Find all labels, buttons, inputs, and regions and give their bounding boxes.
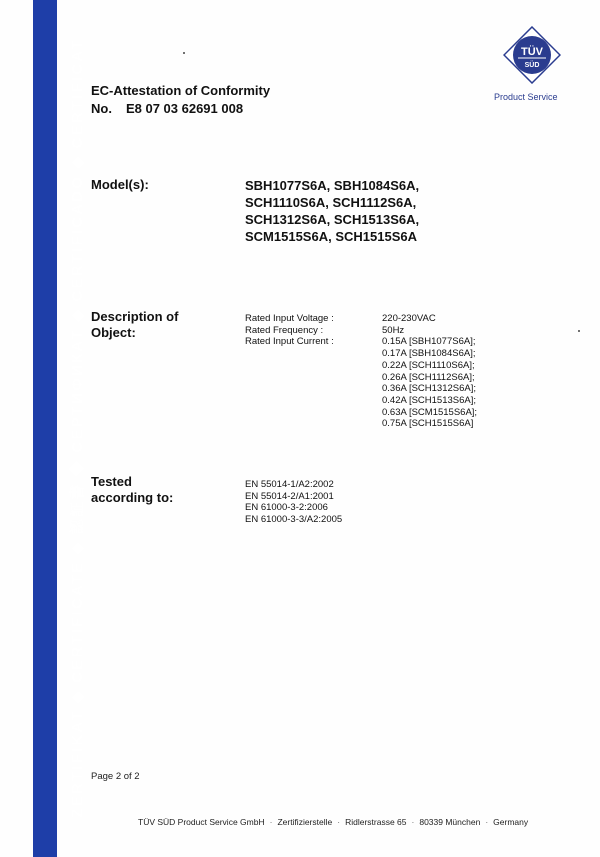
tested-label-line2: according to: xyxy=(91,490,174,505)
description-label xyxy=(91,309,178,341)
footer-address xyxy=(138,817,528,827)
description-label-line1: Description of xyxy=(91,309,179,324)
footer-separator: · xyxy=(485,817,489,827)
model-line: SCM1515S6A, SCH1515S6A xyxy=(245,229,417,244)
standard-item: EN 55014-1/A2:2002 xyxy=(245,479,334,490)
logo-caption: Product Service xyxy=(494,92,558,102)
parameter-value: 0.15A [SBH1077S6A]; xyxy=(382,336,476,348)
page-number: Page 2 of 2 xyxy=(91,771,140,782)
footer-street: Ridlerstrasse 65 xyxy=(345,817,407,827)
models-label: Model(s): xyxy=(91,177,149,192)
parameter-label: Rated Input Voltage : xyxy=(245,313,334,324)
footer-country: Germany xyxy=(493,817,529,827)
tuv-sud-logo xyxy=(503,26,561,84)
model-line: SBH1077S6A, SBH1084S6A, xyxy=(245,178,420,193)
logo-sub-text: SÜD xyxy=(524,62,540,69)
logo-mark-text: TÜV xyxy=(521,46,543,58)
description-parameters xyxy=(245,313,334,348)
footer-city: 80339 München xyxy=(419,817,481,827)
document-title: EC-Attestation of Conformity xyxy=(91,83,271,98)
footer-separator: · xyxy=(411,817,415,827)
scan-speck xyxy=(183,52,185,54)
footer-company: TÜV SÜD Product Service GmbH xyxy=(138,817,265,827)
side-banner-text: ZERTIFIKAT ◆ CERTIFICATE ◆ 認証書 ◆ СЕРТИФИКАТ ◆ CERTIFICADO ◆ CERTIFICAT xyxy=(69,38,86,818)
footer-department: Zertifizierstelle xyxy=(277,817,333,827)
description-label-line2: Object: xyxy=(91,325,136,340)
parameter-value: 0.63A [SCM1515S6A]; xyxy=(382,406,478,418)
description-values xyxy=(382,313,477,430)
parameter-value: 0.75A [SCH1515S6A] xyxy=(382,418,474,430)
parameter-value: 0.26A [SCH1112S6A]; xyxy=(382,371,475,383)
models-list xyxy=(245,177,419,245)
certificate-number-value: E8 07 03 62691 008 xyxy=(125,101,244,116)
parameter-value: 50Hz xyxy=(382,324,405,336)
tested-label-line1: Tested xyxy=(91,474,132,489)
tested-label xyxy=(91,474,173,506)
standard-item: EN 61000-3-3/A2:2005 xyxy=(245,514,343,526)
parameter-value: 0.17A [SBH1084S6A]; xyxy=(382,348,476,360)
standard-item: EN 55014-2/A1:2001 xyxy=(245,490,334,502)
certificate-number xyxy=(91,101,243,116)
footer-separator: · xyxy=(337,817,341,827)
parameter-value: 0.36A [SCH1312S6A]; xyxy=(382,383,477,395)
certificate-side-banner xyxy=(33,0,86,857)
parameter-value: 220-230VAC xyxy=(382,313,436,324)
footer-separator: · xyxy=(269,817,273,827)
model-line: SCH1312S6A, SCH1513S6A, xyxy=(245,212,420,227)
parameter-value: 0.22A [SCH1110S6A]; xyxy=(382,359,475,371)
parameter-label: Rated Frequency : xyxy=(245,324,324,336)
certificate-number-label: No. xyxy=(91,101,112,116)
parameter-label: Rated Input Current : xyxy=(245,336,334,348)
scan-speck xyxy=(578,330,580,332)
model-line: SCH1110S6A, SCH1112S6A, xyxy=(245,195,417,210)
standard-item: EN 61000-3-2:2006 xyxy=(245,502,328,514)
parameter-value: 0.42A [SCH1513S6A]; xyxy=(382,394,477,406)
standards-list xyxy=(245,479,342,526)
